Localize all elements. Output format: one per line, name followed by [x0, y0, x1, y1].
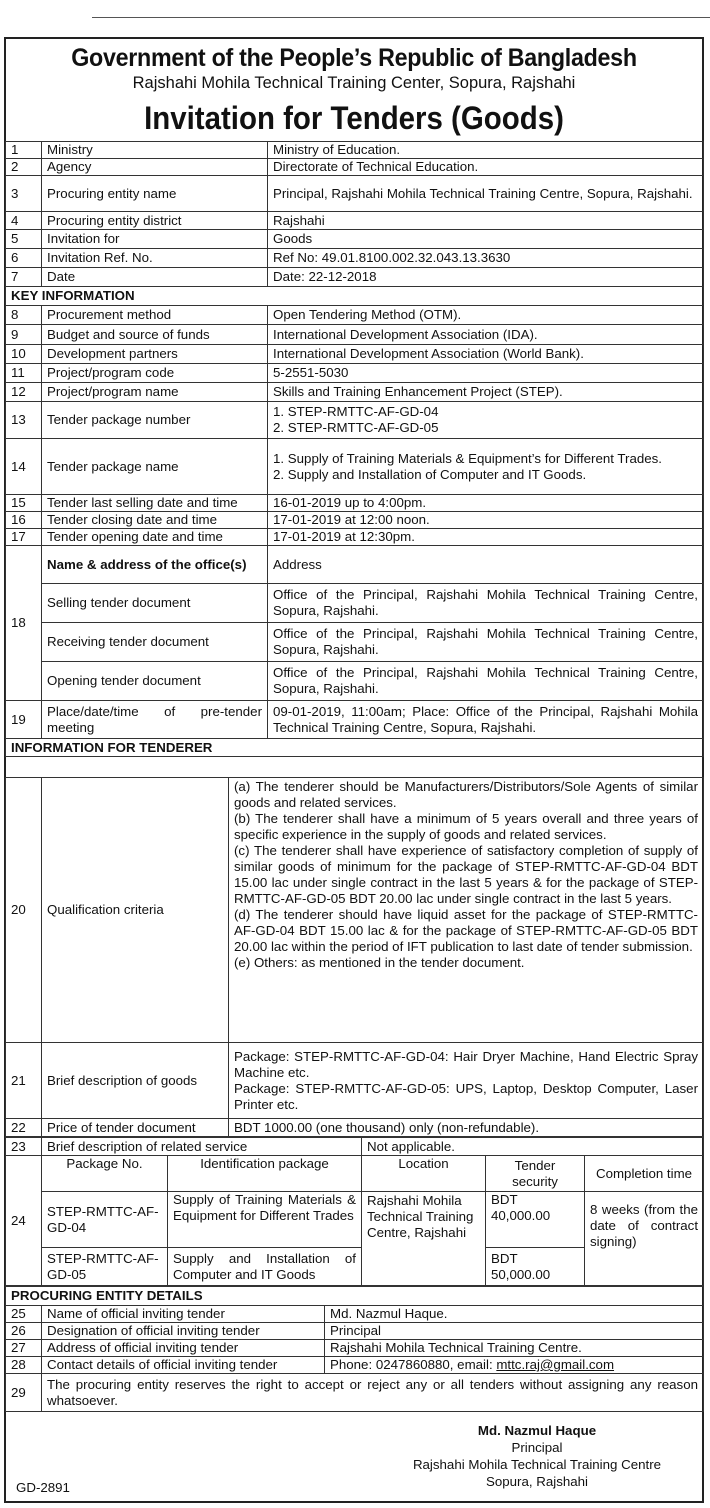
row-number: 5 — [6, 230, 42, 249]
row-number: 16 — [6, 512, 42, 529]
row-number: 27 — [6, 1340, 42, 1357]
package-header-row — [6, 1156, 704, 1192]
row-label: Tender opening date and time — [42, 529, 268, 546]
row-value: International Development Association (IDA). — [268, 325, 704, 345]
row-value: Md. Nazmul Haque. — [325, 1306, 704, 1323]
package-row — [6, 1192, 704, 1248]
package-number: STEP-RMTTC-AF-GD-04 — [42, 1192, 168, 1248]
row-value: Office of the Principal, Rajshahi Mohila Technical Training Centre, Sopura, Rajshahi. — [268, 662, 704, 701]
table-row — [6, 1340, 704, 1357]
table-row — [6, 1323, 704, 1340]
column-header: Package No. — [42, 1156, 168, 1192]
section-title-key-information: KEY INFORMATION — [6, 287, 704, 306]
row-number: 22 — [6, 1119, 42, 1137]
signatory-organization: Rajshahi Mohila Technical Training Centre — [412, 1457, 662, 1472]
identification-package: Supply of Training Materials & Equipment for Different Trades — [168, 1192, 362, 1248]
completion-time: 8 weeks (from the date of contract signing) — [585, 1192, 704, 1286]
government-heading: Government of the People’s Republic of Bangladesh — [71, 44, 637, 72]
row-label: Place/date/time of pre-tender meeting — [42, 701, 268, 739]
row-number: 7 — [6, 268, 42, 287]
tender-table-continued — [5, 777, 704, 1137]
table-row — [6, 1306, 704, 1323]
row-value: BDT 1000.00 (one thousand) only (non-refundable). — [229, 1119, 704, 1137]
row-number: 17 — [6, 529, 42, 546]
row-number: 2 — [6, 159, 42, 176]
table-row — [6, 249, 704, 268]
row-label: Invitation Ref. No. — [42, 249, 268, 268]
table-row — [6, 495, 704, 512]
row-value: Principal — [325, 1323, 704, 1340]
row-value: Goods — [268, 230, 704, 249]
row-label: Address of official inviting tender — [42, 1340, 325, 1357]
center-heading: Rajshahi Mohila Technical Training Center, Sopura, Rajshahi — [132, 74, 576, 92]
table-row — [6, 662, 704, 701]
package-number-1: 1. STEP-RMTTC-AF-GD-04 — [273, 404, 439, 419]
row-number: 25 — [6, 1306, 42, 1323]
row-value: Not applicable. — [362, 1138, 704, 1156]
table-row — [6, 778, 704, 1043]
row-value: Rajshahi — [268, 212, 704, 230]
table-row — [6, 230, 704, 249]
table-row — [6, 306, 704, 325]
row-value: Open Tendering Method (OTM). — [268, 306, 704, 325]
column-header: Completion time — [585, 1156, 704, 1192]
row-number: 14 — [6, 439, 42, 495]
row-number: 3 — [6, 176, 42, 212]
row-label: Procurement method — [42, 306, 268, 325]
row-label: Price of tender document — [42, 1119, 229, 1137]
package-number: STEP-RMTTC-AF-GD-05 — [42, 1248, 168, 1286]
goods-package-2: Package: STEP-RMTTC-AF-GD-05: UPS, Laptop, Desktop Computer, Laser Printer etc. — [234, 1080, 698, 1112]
row-label: Tender last selling date and time — [42, 495, 268, 512]
table-row — [6, 584, 704, 623]
row-number: 18 — [6, 546, 42, 701]
package-name-2: 2. Supply and Installation of Computer and IT Goods. — [273, 466, 587, 482]
row-value: 17-01-2019 at 12:30pm. — [268, 529, 704, 546]
row-label: Agency — [42, 159, 268, 176]
table-row — [6, 1119, 704, 1137]
row-label: Tender closing date and time — [42, 512, 268, 529]
row-value — [325, 1357, 704, 1374]
table-row — [6, 439, 704, 495]
row-number: 29 — [6, 1374, 42, 1412]
table-row — [6, 529, 704, 546]
signatory-name: Md. Nazmul Haque — [477, 1423, 597, 1438]
table-row — [6, 383, 704, 402]
qualification-criteria — [229, 778, 704, 1043]
row-number: 15 — [6, 495, 42, 512]
section-header — [6, 1287, 704, 1306]
table-row — [6, 1138, 704, 1156]
row-label: Budget and source of funds — [42, 325, 268, 345]
criterion-e: (e) Others: as mentioned in the tender document. — [234, 955, 525, 970]
disclaimer: The procuring entity reserves the right to accept or reject any or all tenders without assigning any reason whatsoever. — [42, 1374, 704, 1412]
contact-phone: Phone: 0247860880, email: — [330, 1357, 497, 1372]
package-number-2: 2. STEP-RMTTC-AF-GD-05 — [273, 420, 439, 435]
table-row — [6, 268, 704, 287]
row-label: Procuring entity name — [42, 176, 268, 212]
table-row — [6, 325, 704, 345]
row-label: Invitation for — [42, 230, 268, 249]
row-value: 17-01-2019 at 12:00 noon. — [268, 512, 704, 529]
column-header: Tender security — [486, 1156, 585, 1192]
row-value: Ref No: 49.01.8100.002.32.043.13.3630 — [268, 249, 704, 268]
location: Rajshahi Mohila Technical Training Centre, Rajshahi — [362, 1192, 486, 1286]
row-number: 12 — [6, 383, 42, 402]
row-value: Rajshahi Mohila Technical Training Centre. — [325, 1340, 704, 1357]
row-number: 24 — [6, 1156, 42, 1286]
table-row — [6, 159, 704, 176]
identification-package: Supply and Installation of Computer and IT Goods — [168, 1248, 362, 1286]
row-label: Development partners — [42, 345, 268, 364]
row-label: Name of official inviting tender — [42, 1306, 325, 1323]
criterion-d: (d) The tenderer should have liquid asset for the package of STEP-RMTTC-AF-GD-04 BDT 15.00 lac & for the package of STEP-RMTTC-AF-GD-05 BDT 20.00 lac within the period of IFT publication to last date of tender submission. — [234, 907, 698, 954]
table-row — [6, 212, 704, 230]
row-number: 28 — [6, 1357, 42, 1374]
table-row — [6, 176, 704, 212]
package-name-1: 1. Supply of Training Materials & Equipment’s for Different Trades. — [273, 450, 663, 466]
top-rule — [92, 17, 710, 18]
signatory-place: Sopura, Rajshahi — [485, 1474, 588, 1489]
row-value — [268, 439, 704, 495]
table-row — [6, 546, 704, 584]
row-value: Principal, Rajshahi Mohila Technical Training Centre, Sopura, Rajshahi. — [268, 176, 704, 212]
row-value — [268, 402, 704, 439]
row-value: Skills and Training Enhancement Project (STEP). — [268, 383, 704, 402]
row-label: Contact details of official inviting tender — [42, 1357, 325, 1374]
row-label: Procuring entity district — [42, 212, 268, 230]
row-label: Ministry — [42, 142, 268, 159]
row-number: 21 — [6, 1043, 42, 1119]
row-label: Qualification criteria — [42, 778, 229, 1043]
page-title: Invitation for Tenders (Goods) — [144, 100, 564, 136]
row-label: Designation of official inviting tender — [42, 1323, 325, 1340]
row-label: Tender package name — [42, 439, 268, 495]
row-label: Opening tender document — [42, 662, 268, 701]
criterion-b: (b) The tenderer shall have a minimum of 5 years overall and three years of specific experience in the supply of goods and related services. — [234, 811, 698, 842]
address-heading: Address — [268, 546, 704, 584]
section-title-procuring-entity: PROCURING ENTITY DETAILS — [6, 1287, 704, 1306]
row-number: 10 — [6, 345, 42, 364]
row-label: Selling tender document — [42, 584, 268, 623]
column-header: Location — [362, 1156, 486, 1192]
packages-table — [5, 1137, 704, 1286]
row-number: 20 — [6, 778, 42, 1043]
row-label: Project/program name — [42, 383, 268, 402]
row-number: 19 — [6, 701, 42, 739]
email-link[interactable]: mttc.raj@gmail.com — [496, 1357, 615, 1372]
office-address-heading: Name & address of the office(s) — [42, 546, 268, 584]
row-label: Tender package number — [42, 402, 268, 439]
row-value: International Development Association (World Bank). — [268, 345, 704, 364]
row-value: Date: 22-12-2018 — [268, 268, 704, 287]
table-row — [6, 1374, 704, 1412]
procuring-entity-table — [5, 1286, 704, 1412]
row-value: 5-2551-5030 — [268, 364, 704, 383]
row-label: Receiving tender document — [42, 623, 268, 662]
tender-security: BDT 40,000.00 — [486, 1192, 585, 1248]
row-value: Office of the Principal, Rajshahi Mohila Technical Training Centre, Sopura, Rajshahi. — [268, 584, 704, 623]
tender-security: BDT 50,000.00 — [486, 1248, 585, 1286]
row-number: 1 — [6, 142, 42, 159]
row-value: Ministry of Education. — [268, 142, 704, 159]
signatory-designation: Principal — [511, 1440, 563, 1455]
row-number: 23 — [6, 1138, 42, 1156]
advert-code: GD-2891 — [16, 1480, 70, 1495]
column-header: Identification package — [168, 1156, 362, 1192]
table-row — [6, 345, 704, 364]
row-number: 9 — [6, 325, 42, 345]
table-row — [6, 142, 704, 159]
row-number: 8 — [6, 306, 42, 325]
row-value: Directorate of Technical Education. — [268, 159, 704, 176]
row-label: Brief description of related service — [42, 1138, 362, 1156]
goods-description — [229, 1043, 704, 1119]
row-number: 6 — [6, 249, 42, 268]
row-value: 16-01-2019 up to 4:00pm. — [268, 495, 704, 512]
table-row — [6, 701, 704, 739]
row-label: Date — [42, 268, 268, 287]
row-value: Office of the Principal, Rajshahi Mohila Technical Training Centre, Sopura, Rajshahi. — [268, 623, 704, 662]
signature-block — [380, 1422, 694, 1490]
row-number: 4 — [6, 212, 42, 230]
row-number: 13 — [6, 402, 42, 439]
row-number: 26 — [6, 1323, 42, 1340]
table-row — [6, 512, 704, 529]
criterion-c: (c) The tenderer shall have experience of satisfactory completion of supply of similar goods of minimum for the package of STEP-RMTTC-AF-GD-04 BDT 15.00 lac under single contract in the last 5 years & for the package of STEP-RMTTC-AF-GD-05 BDT 20.00 lac under single contract in the last 5 years. — [234, 843, 698, 906]
section-header — [6, 739, 704, 757]
section-header — [6, 287, 704, 306]
row-number: 11 — [6, 364, 42, 383]
row-label: Project/program code — [42, 364, 268, 383]
table-row — [6, 1043, 704, 1119]
table-row — [6, 364, 704, 383]
row-value: 09-01-2019, 11:00am; Place: Office of the Principal, Rajshahi Mohila Technical Training Centre, Sopura, Rajshahi. — [268, 701, 704, 739]
criterion-a: (a) The tenderer should be Manufacturers/Distributors/Sole Agents of similar goods and related services. — [234, 779, 698, 810]
table-row — [6, 1357, 704, 1374]
section-title-information-for-tenderer: INFORMATION FOR TENDERER — [6, 739, 704, 757]
table-row — [6, 402, 704, 439]
row-label: Brief description of goods — [42, 1043, 229, 1119]
goods-package-1: Package: STEP-RMTTC-AF-GD-04: Hair Dryer Machine, Hand Electric Spray Machine etc. — [234, 1048, 698, 1080]
tender-table — [5, 141, 704, 757]
table-row — [6, 623, 704, 662]
